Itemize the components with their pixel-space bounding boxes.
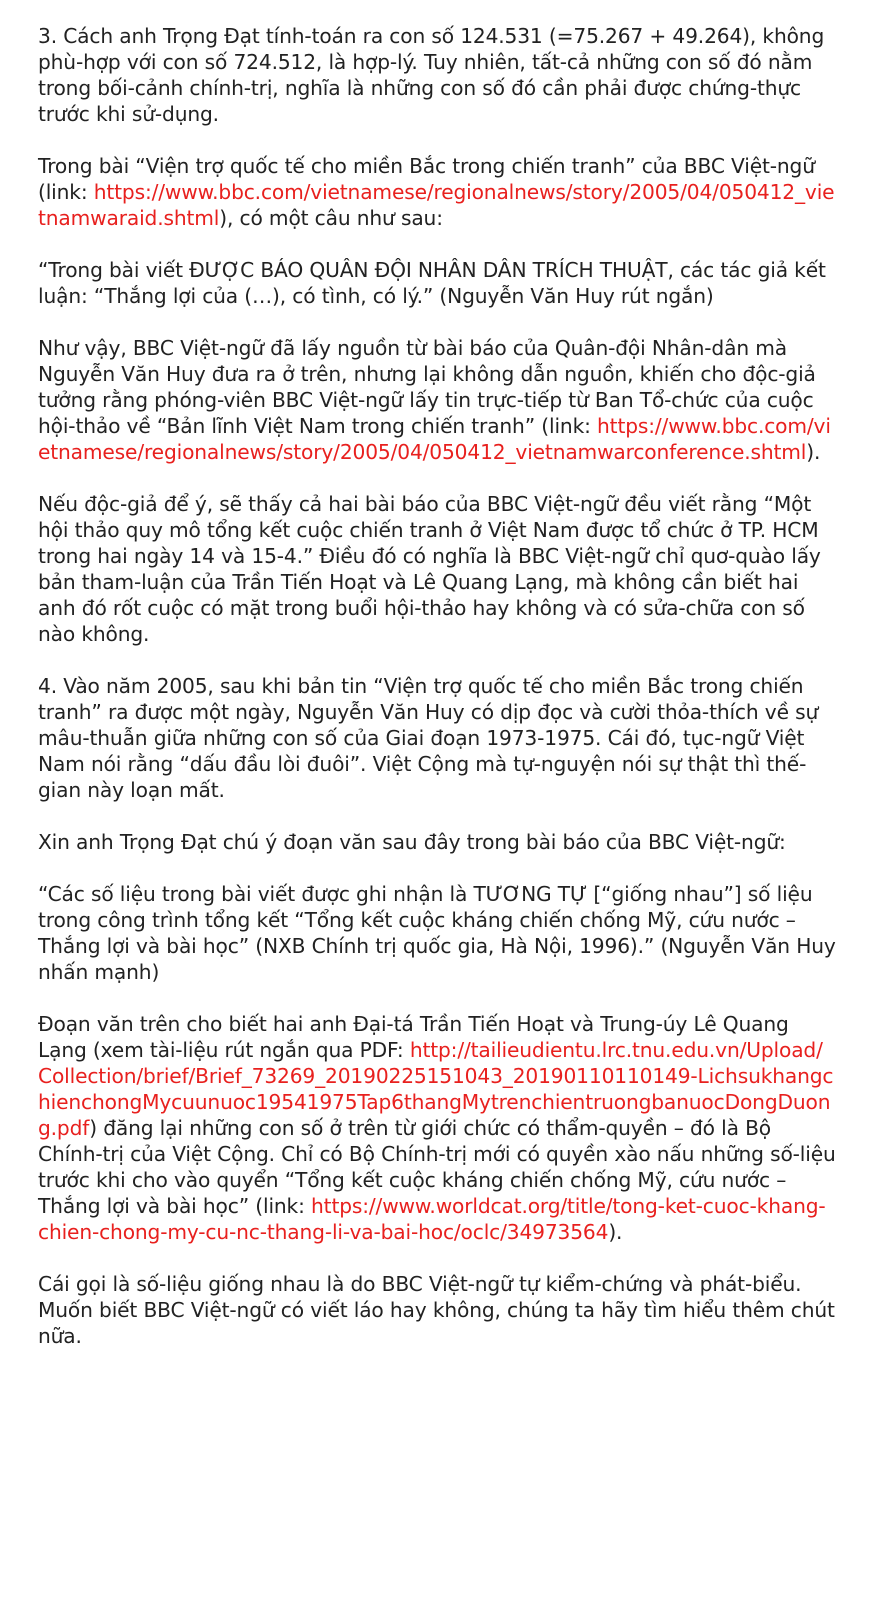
paragraph-text: Đoạn văn trên cho biết hai anh Đại-tá Trần Tiến Hoạt và Trung-úy Lê Quang Lạng (xem tài-liệu rút ngắn qua PDF: <box>38 1012 789 1062</box>
paragraph-text: Cái gọi là số-liệu giống nhau là do BBC Việt-ngữ tự kiểm-chứng và phát-biểu. Muốn biết BBC Việt-ngữ có viết láo hay không, chúng ta hãy tìm hiểu thêm chút nữa. <box>38 1272 835 1348</box>
paragraph-text: “Các số liệu trong bài viết được ghi nhận là TƯƠNG TỰ [“giống nhau”] số liệu trong công trình tổng kết “Tổng kết cuộc kháng chiến chống Mỹ, cứu nước – Thắng lợi và bài học” (NXB Chính trị quốc gia, Hà Nội, 1996).” (Nguyễn Văn Huy nhấn mạnh) <box>38 882 836 984</box>
bbc-waraid-link[interactable]: https://www.bbc.com/vietnamese/regionalnews/story/2005/04/050412_vietnamwaraid.shtml <box>38 180 835 230</box>
paragraph-8-quote <box>38 881 836 985</box>
paragraph-9 <box>38 1011 836 1245</box>
paragraph-7 <box>38 829 836 855</box>
bbc-warconference-link[interactable]: https://www.bbc.com/vietnamese/regionalnews/story/2005/04/050412_vietnamwarconference.shtml <box>38 414 831 464</box>
paragraph-3-quote <box>38 257 836 309</box>
paragraph-6 <box>38 673 836 803</box>
paragraph-text: ). <box>608 1220 623 1244</box>
paragraph-text: ). <box>806 440 821 464</box>
paragraph-text: Xin anh Trọng Đạt chú ý đoạn văn sau đây trong bài báo của BBC Việt-ngữ: <box>38 830 786 854</box>
tnu-pdf-link[interactable]: http://tailieudientu.lrc.tnu.edu.vn/Upload/Collection/brief/Brief_73269_20190225151043_20190110110149-LichsukhangchienchongMycuunuoc19541975Tap6thangMytrenchientruongbanuocDongDuong.pdf <box>38 1038 834 1140</box>
paragraph-text: Nếu độc-giả để ý, sẽ thấy cả hai bài báo của BBC Việt-ngữ đều viết rằng “Một hội thảo quy mô tổng kết cuộc chiến tranh ở Việt Nam được tổ chức ở TP. HCM trong hai ngày 14 và 15-4.” Điều đó có nghĩa là BBC Việt-ngữ chỉ quơ-quào lấy bản tham-luận của Trần Tiến Hoạt và Lê Quang Lạng, mà không cần biết hai anh đó rốt cuộc có mặt trong buổi hội-thảo hay không và có sửa-chữa con số nào không. <box>38 492 821 646</box>
paragraph-text: Như vậy, BBC Việt-ngữ đã lấy nguồn từ bài báo của Quân-đội Nhân-dân mà Nguyễn Văn Huy đưa ra ở trên, nhưng lại không dẫn nguồn, khiến cho độc-giả tưởng rằng phóng-viên BBC Việt-ngữ lấy tin trực-tiếp từ Ban Tổ-chức của cuộc hội-thảo về “Bản lĩnh Việt Nam trong chiến tranh” (link: <box>38 336 816 438</box>
paragraph-2 <box>38 153 836 231</box>
worldcat-link[interactable]: https://www.worldcat.org/title/tong-ket-cuoc-khang-chien-chong-my-cu-nc-thang-li-va-bai-hoc/oclc/34973564 <box>38 1194 826 1244</box>
paragraph-text: Trong bài “Viện trợ quốc tế cho miền Bắc trong chiến tranh” của BBC Việt-ngữ (link: <box>38 154 815 204</box>
paragraph-text: ), có một câu như sau: <box>219 206 443 230</box>
paragraph-text: 3. Cách anh Trọng Đạt tính-toán ra con số 124.531 (=75.267 + 49.264), không phù-hợp với con số 724.512, là hợp-lý. Tuy nhiên, tất-cả những con số đó nằm trong bối-cảnh chính-trị, nghĩa là những con số đó cần phải được chứng-thực trước khi sử-dụng. <box>38 24 825 126</box>
paragraph-text: ) đăng lại những con số ở trên từ giới chức có thẩm-quyền – đó là Bộ Chính-trị của Việt Cộng. Chỉ có Bộ Chính-trị mới có quyền xào nấu những số-liệu trước khi cho vào quyển “Tổng kết cuộc kháng chiến chống Mỹ, cứu nước – Thắng lợi và bài học” (link: <box>38 1116 836 1218</box>
paragraph-text: 4. Vào năm 2005, sau khi bản tin “Viện trợ quốc tế cho miền Bắc trong chiến tranh” ra được một ngày, Nguyễn Văn Huy có dịp đọc và cười thỏa-thích về sự mâu-thuẫn giữa những con số của Giai đoạn 1973-1975. Cái đó, tục-ngữ Việt Nam nói rằng “dấu đầu lòi đuôi”. Việt Cộng mà tự-nguyện nói sự thật thì thế-gian này loạn mất. <box>38 674 819 802</box>
paragraph-1 <box>38 23 836 127</box>
paragraph-5 <box>38 491 836 647</box>
paragraph-text: “Trong bài viết ĐƯỢC BÁO QUÂN ĐỘI NHÂN DÂN TRÍCH THUẬT, các tác giả kết luận: “Thắng lợi của (…), có tình, có lý.” (Nguyễn Văn Huy rút ngắn) <box>38 258 826 308</box>
paragraph-4 <box>38 335 836 465</box>
paragraph-10 <box>38 1271 836 1349</box>
